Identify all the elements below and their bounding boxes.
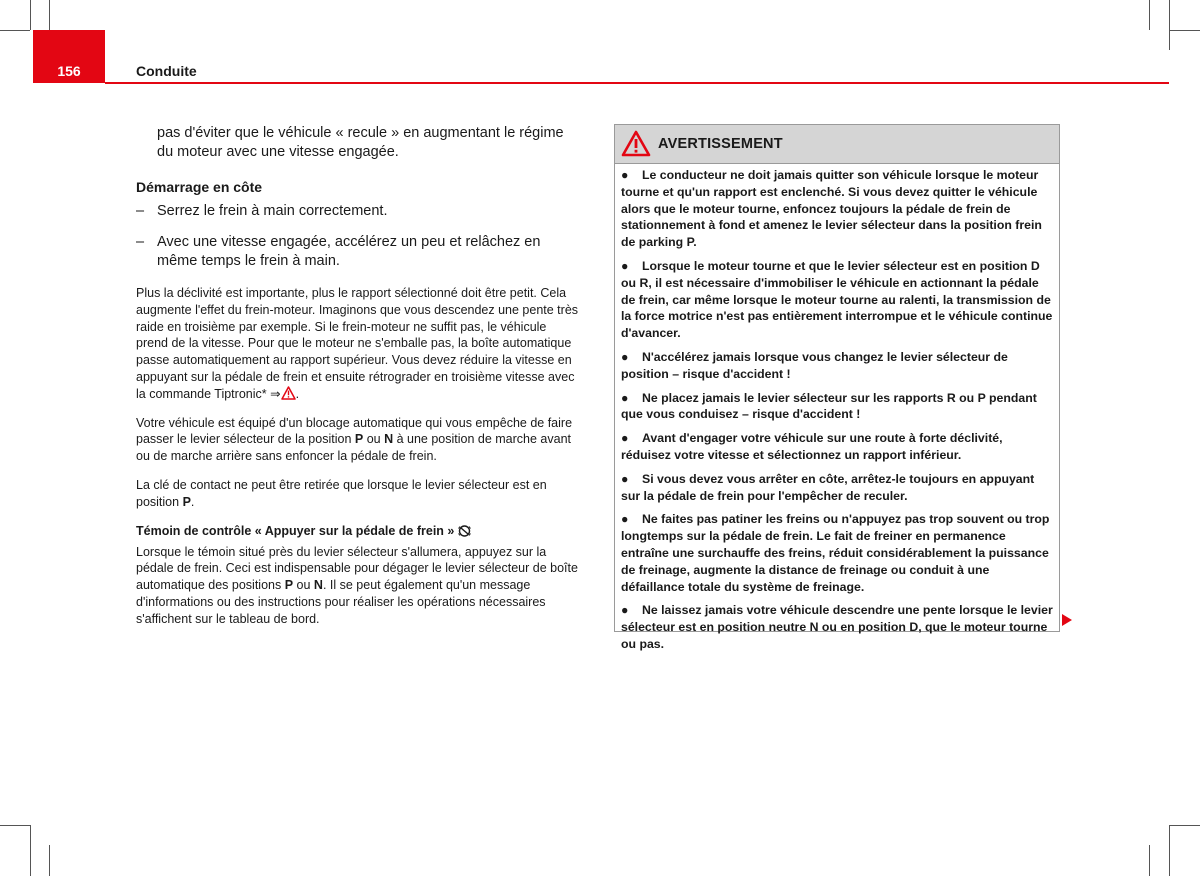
warning-item-text: Avant d'engager votre véhicule sur une route à forte déclivité, réduisez votre vitesse et sélectionnez un rapport inférieur. [621,431,1003,462]
warning-item-text: Lorsque le moteur tourne et que le levier sélecteur est en position D ou R, il est nécessaire d'immobiliser le véhicule en actionnant la pédale de frein, car même lorsque le moteur tourne au ralenti, la transmission de la force motrice n'est pas entièrement interrompue et le véhicule continue d'avancer. [621,258,1053,341]
crop-mark [0,30,30,31]
warning-body [615,164,1059,653]
continue-arrow-icon [1062,614,1072,626]
list-item [136,202,580,221]
position-n: N [313,578,323,593]
indicator-heading-text: Témoin de contrôle « Appuyer sur la pédale de frein » [136,523,455,538]
intro-paragraph: pas d'éviter que le véhicule « recule » en augmentant le régime du moteur avec une vitesse engagée. [157,125,564,160]
warning-item-text: Le conducteur ne doit jamais quitter son véhicule lorsque le moteur tourne et qu'un rapport est enclenché. Si vous devez quitter le véhicule alors que le moteur tourne, enfoncez toujours la pédale de frein de stationnement à fond et amenez le levier sélecteur dans la position frein de parking P. [621,168,1042,250]
list-item [136,233,580,271]
bullet: ● [621,603,629,618]
list-item [621,258,1053,342]
list-item [621,511,1053,595]
paragraph-text: Votre véhicule est équipé d'un blocage automatique qui vous empêche de faire passer le levier sélecteur de la position [136,415,573,447]
hill-start-heading: Démarrage en côte [136,179,263,195]
section-title: Conduite [136,63,197,79]
brake-pedal-indicator-icon [458,525,471,537]
crop-mark [30,0,31,30]
warning-triangle-icon [281,386,296,400]
paragraph-text: . Il se peut également qu'un message d'informations ou des instructions pour réaliser les opérations nécessaires s'affichent sur le tableau de bord. [136,578,546,626]
list-item [621,471,1053,505]
bullet: ● [621,168,629,182]
list-item [621,602,1053,652]
paragraph-text: La clé de contact ne peut être retirée que lorsque le levier sélecteur est en position [136,477,547,509]
warning-item-text: Ne faites pas patiner les freins ou n'appuyez pas trop souvent ou trop longtemps sur la pédale de frein. Le fait de freiner en permanence entraîne une surchauffe des freins, réduit considérablement la puissance de freinage, augmente la distance de freinage ou conduit à une défaillance totale du système de freinage. [621,512,1050,594]
step-dash: – [136,203,145,219]
warning-header [615,125,1059,164]
paragraph-text: ou [293,578,314,593]
bullet: ● [621,349,629,364]
warning-item-text: Si vous devez vous arrêter en côte, arrêtez-le toujours en appuyant sur la pédale de frein pour l'empêcher de reculer. [621,471,1035,503]
warning-item-text: Ne laissez jamais votre véhicule descendre une pente lorsque le levier sélecteur est en position neutre N ou en position D, que le moteur tourne ou pas. [621,603,1053,651]
position-n: N [384,432,394,447]
paragraph-text: à une position de marche avant ou de marche arrière sans enfoncer la pédale de frein. [136,432,572,464]
crop-mark [49,845,50,876]
position-p: P [284,578,294,593]
indicator-heading [136,523,580,539]
crop-mark [1170,30,1200,31]
position-p: P [354,432,364,447]
bullet: ● [621,258,629,273]
paragraph-end: . [190,494,195,509]
list-item [621,430,1053,464]
paragraph-end: . [295,386,300,401]
header-rule [105,82,1169,84]
ignition-key-paragraph [136,477,580,511]
warning-title: AVERTISSEMENT [658,136,783,152]
step-dash: – [136,234,145,250]
page-number: 156 [57,63,81,79]
position-p: P [182,494,191,509]
step-text: Avec une vitesse engagée, accélérez un peu et relâchez en même temps le frein à main. [157,234,541,269]
cross-reference-arrow: ⇒ [270,386,281,401]
crop-mark [1149,0,1150,30]
step-text: Serrez le frein à main correctement. [157,203,388,219]
crop-mark [30,825,31,876]
crop-mark [49,0,50,30]
list-item [621,390,1053,424]
warning-box [614,124,1060,651]
crop-mark [1149,845,1150,876]
crop-mark [1169,825,1170,876]
crop-mark [0,825,30,826]
bullet: ● [621,431,629,446]
list-item [621,349,1053,383]
crop-mark [1170,825,1200,826]
paragraph-text: ou [363,432,385,447]
lock-paragraph [136,415,580,465]
bullet: ● [621,390,629,405]
bullet: ● [621,512,629,527]
warning-triangle-icon [621,130,651,157]
paragraph-text: Lorsque le témoin situé près du levier sélecteur s'allumera, appuyez sur la pédale de frein. Ceci est indispensable pour dégager le levier sélecteur de boîte automatique des positions [136,544,578,593]
bullet: ● [621,471,629,486]
paragraph-text: Plus la déclivité est importante, plus le rapport sélectionné doit être petit. Cela augmente l'effet du frein-moteur. Imaginons que vous descendez une pente très raide en troisième par exemple. Si le frein-moteur ne suffit pas, le véhicule prend de la vitesse. Pour que le moteur ne s'emballe pas, la boîte automatique passe automatiquement au rapport supérieur. Vous devez réduire la vitesse en appuyant sur la pédale de frein et ensuite rétrograder en troisième vitesse avec la commande Tiptronic* [136,286,579,401]
step-list [136,202,580,271]
list-item [621,167,1053,251]
indicator-paragraph [136,544,580,628]
engine-brake-paragraph [136,285,580,403]
warning-item-text: Ne placez jamais le levier sélecteur sur les rapports R ou P pendant que vous conduisez – risque d'accident ! [621,390,1037,422]
crop-mark [1169,0,1170,50]
warning-item-text: N'accélérez jamais lorsque vous changez le levier sélecteur de position – risque d'accident ! [621,349,1008,381]
left-column [136,124,580,640]
